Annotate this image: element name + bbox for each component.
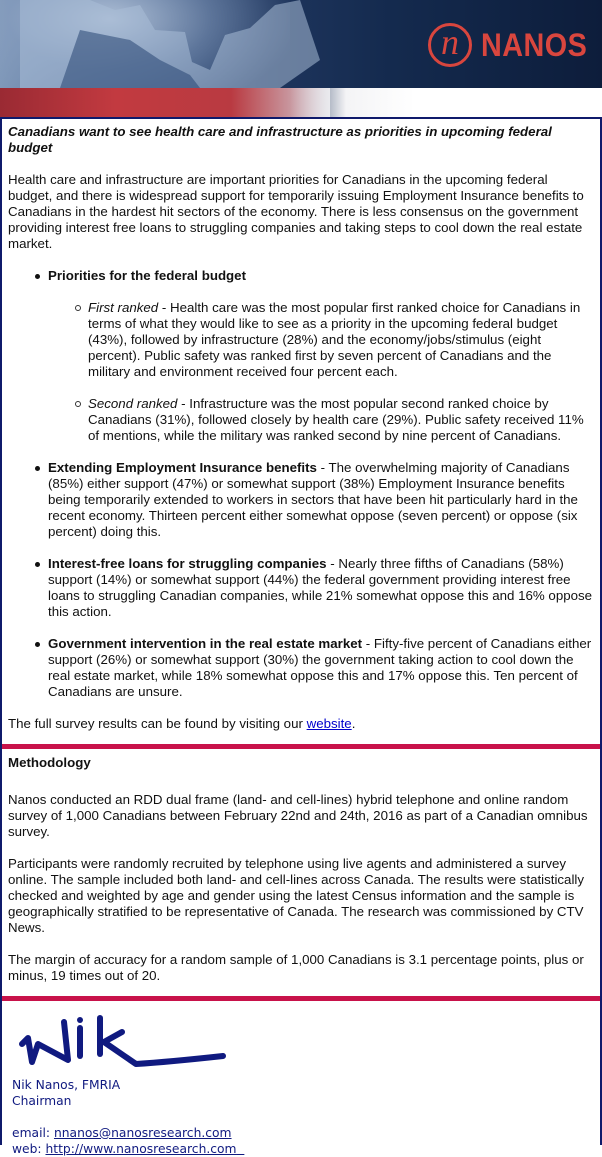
signatory-title: Chairman (12, 1094, 72, 1108)
methodology-heading: Methodology (8, 755, 91, 770)
signatory-name: Nik Nanos, FMRIA (12, 1078, 121, 1092)
finding-title: Priorities for the federal budget (48, 268, 247, 283)
release-intro: Health care and infrastructure are important priorities for Canadians in the upcoming federal budget, and there is widespread support for temporarily issuing Employment Insurance benefits to Canadians in the hardest hit sectors of the economy. There is less consensus on the government providing interest free loans to struggling companies and taking steps to cool down the real estate market. (8, 172, 584, 251)
sub-finding-label: Second ranked (88, 396, 178, 411)
nanos-logo-icon: n (428, 23, 472, 67)
release-headline: Canadians want to see health care and infrastructure as priorities in upcoming federal budget (8, 124, 552, 155)
header-banner (0, 0, 602, 117)
methodology-paragraph: Nanos conducted an RDD dual frame (land- and cell-lines) hybrid telephone and online random survey of 1,000 Canadians between February 22nd and 24th, 2016 as part of a Canadian omnibus survey. (8, 792, 588, 839)
sub-finding-text: - Health care was the most popular first ranked choice for Canadians in terms of what they would like to see as a priority in the upcoming federal budget (43%), followed by infrastructure (28%) and the economy/jobs/stimulus (eight percent). Public safety was ranked first by seven percent of Canadians and the military and environment received four percent each. (88, 300, 581, 379)
findings-list (8, 268, 594, 700)
web-label: web: (12, 1142, 46, 1156)
finding-priorities (48, 268, 594, 444)
email-label: email: (12, 1126, 54, 1140)
signature-block (2, 1014, 600, 1157)
finding-title: Interest-free loans for struggling companies (48, 556, 327, 571)
sub-finding-first-ranked (88, 300, 594, 380)
methodology-paragraph: The margin of accuracy for a random sample of 1,000 Canadians is 3.1 percentage points, plus or minus, 19 times out of 20. (8, 952, 584, 983)
email-link[interactable]: nnanos@nanosresearch.com (53, 1126, 232, 1140)
email-line (12, 1125, 600, 1141)
sub-finding-text: - Infrastructure was the most popular second ranked choice by Canadians (31%), followed closely by health care (29%). Public safety received 11% of mentions, while the military was ranked second by nine percent of Canadians. (88, 396, 584, 443)
nanos-logo (428, 20, 599, 70)
website-link[interactable]: website (306, 716, 352, 731)
handwritten-signature (18, 1014, 233, 1069)
sub-finding-second-ranked (88, 396, 594, 444)
section-divider (2, 744, 600, 749)
web-line (12, 1141, 600, 1157)
website-url-link[interactable]: http://www.nanosresearch.com (45, 1142, 237, 1156)
finding-real-estate (48, 636, 594, 700)
finding-employment-insurance (48, 460, 594, 540)
sub-finding-label: First ranked (88, 300, 159, 315)
finding-text: - Nearly three fifths of Canadians (58%) support (14%) or somewhat support (44%) the federal government providing interest free loans to struggling Canadian companies, while 21% somewhat oppose this and 16% oppose this action. (48, 556, 593, 619)
section-divider (2, 996, 600, 1001)
priorities-sublist (48, 300, 594, 444)
closing-text: The full survey results can be found by visiting our (8, 716, 307, 731)
finding-interest-free-loans (48, 556, 594, 620)
closing-line (8, 716, 594, 732)
finding-text: - Fifty-five percent of Canadians either support (26%) or somewhat support (30%) the government taking action to cool down the real estate market, while 18% somewhat oppose this and 17% oppose this. Ten percent of Canadians are unsure. (48, 636, 592, 699)
release-section (2, 124, 600, 744)
methodology-section (2, 755, 600, 996)
methodology-paragraph: Participants were randomly recruited by telephone using live agents and administered a survey online. The sample included both land- and cell-lines across Canada. The results were statistically checked and weighted by age and gender using the latest Census information and the sample is geographically stratified to be representative of Canada. The research was commissioned by CTV News. (8, 856, 585, 935)
finding-title: Government intervention in the real estate market (48, 636, 363, 651)
flag-white-band (290, 88, 602, 117)
newsletter-body (0, 117, 602, 1156)
nanos-wordmark: NANOS (481, 26, 588, 63)
finding-text: - The overwhelming majority of Canadians (85%) either support (47%) or somewhat support (38%) Employment Insurance benefits being temporarily extended to workers in sectors that have been hit particularly hard in the recent economy. Thirteen percent either somewhat oppose (seven percent) or oppose (six percent) doing this. (48, 460, 578, 539)
closing-period: . (351, 716, 356, 731)
flag-red-band (0, 88, 330, 117)
finding-title: Extending Employment Insurance benefits (48, 460, 317, 475)
